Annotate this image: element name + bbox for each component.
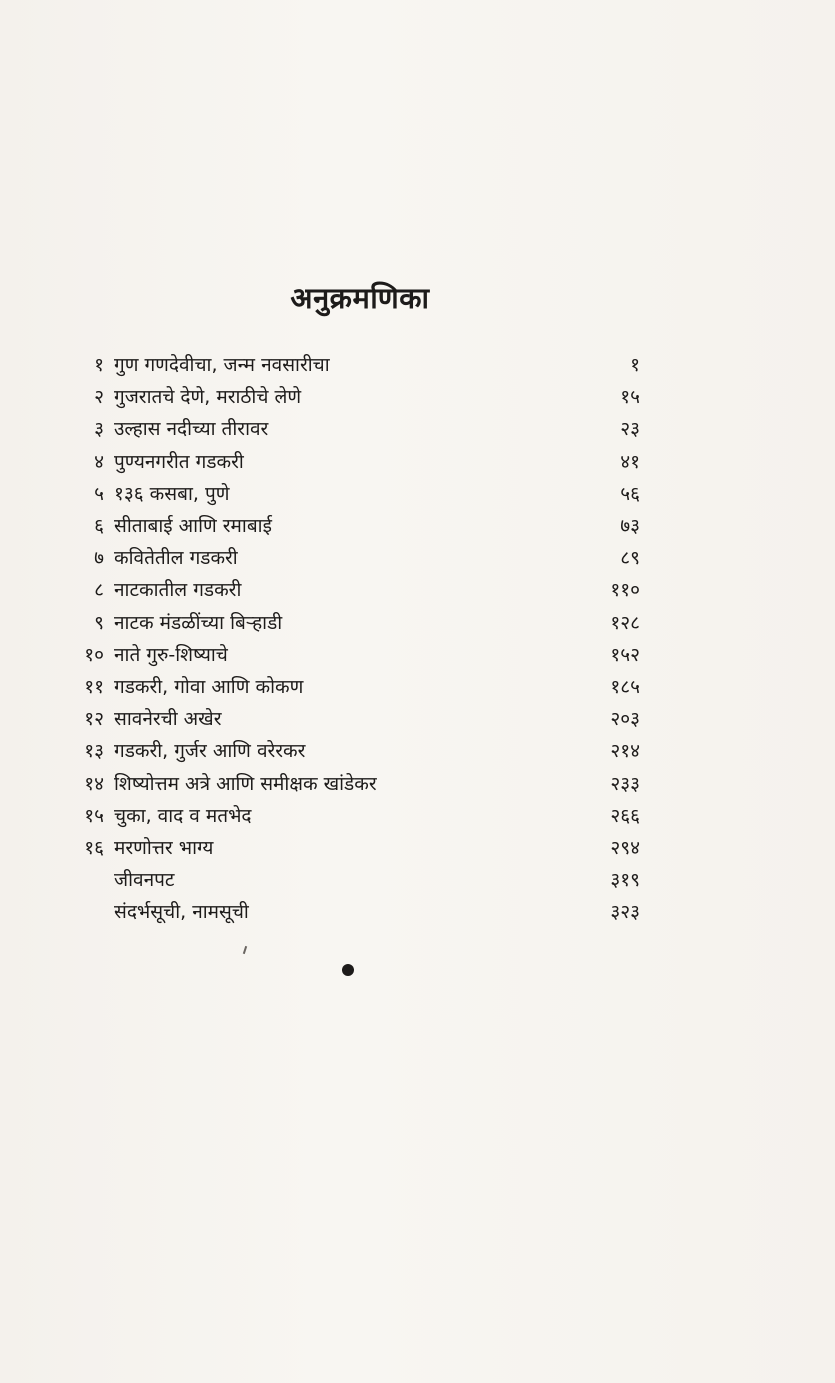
page-number: ११० (610, 579, 640, 602)
page-number: २६६ (610, 804, 640, 827)
toc-entry (70, 477, 640, 509)
toc-entry (70, 380, 640, 412)
toc-entry (70, 348, 640, 380)
toc-entry (70, 895, 640, 927)
chapter-title: सावनेरची अखेर (114, 708, 222, 731)
chapter-number: १२ (84, 708, 104, 731)
chapter-title: संदर्भसूची, नामसूची (114, 901, 249, 924)
toc-entry (70, 412, 640, 444)
chapter-number: ४ (94, 450, 104, 473)
toc-entry (70, 541, 640, 573)
chapter-number: ३ (94, 418, 104, 441)
chapter-title: गडकरी, गोवा आणि कोकण (114, 675, 304, 698)
toc-entry (70, 638, 640, 670)
page-number: २९४ (610, 836, 640, 859)
chapter-title: उल्हास नदीच्या तीरावर (114, 418, 269, 441)
chapter-number: ६ (94, 515, 104, 538)
chapter-title: जीवनपट (114, 869, 175, 892)
page-number: २०३ (610, 708, 640, 731)
chapter-number: १० (84, 643, 104, 666)
page-title: अनुक्रमणिका (290, 281, 430, 315)
toc-entry (70, 670, 640, 702)
chapter-number: २ (94, 386, 104, 409)
chapter-number: ७ (94, 547, 104, 570)
table-of-contents (70, 348, 640, 927)
chapter-title: नाते गुरु-शिष्याचे (114, 643, 228, 666)
chapter-number: ९ (94, 611, 104, 634)
chapter-number: १६ (84, 836, 104, 859)
toc-entry (70, 766, 640, 798)
page-number: २१४ (610, 740, 640, 763)
page-number: ३२३ (610, 901, 640, 924)
chapter-title: गुजरातचे देणे, मराठीचे लेणे (114, 386, 302, 409)
chapter-number: ५ (94, 482, 104, 505)
chapter-title: नाटक मंडळींच्या बिऱ्हाडी (114, 611, 283, 634)
chapter-number: १ (94, 354, 104, 377)
toc-entry (70, 863, 640, 895)
page-number: १८५ (610, 675, 640, 698)
chapter-title: शिष्योत्तम अत्रे आणि समीक्षक खांडेकर (114, 772, 377, 795)
chapter-number: १५ (84, 804, 104, 827)
chapter-title: १३६ कसबा, पुणे (114, 482, 230, 505)
chapter-title: मरणोत्तर भाग्य (114, 836, 214, 859)
page-number: १५ (620, 386, 640, 409)
page-number: २३ (620, 418, 640, 441)
toc-entry (70, 573, 640, 605)
page-number: ४१ (620, 450, 640, 473)
toc-entry (70, 734, 640, 766)
page-number: १ (630, 354, 640, 377)
chapter-number: ८ (94, 579, 104, 602)
toc-entry (70, 799, 640, 831)
page-number: १२८ (610, 611, 640, 634)
chapter-title: नाटकातील गडकरी (114, 579, 242, 602)
chapter-number: १३ (84, 740, 104, 763)
toc-entry (70, 445, 640, 477)
page-number: ३१९ (610, 869, 640, 892)
chapter-title: सीताबाई आणि रमाबाई (114, 515, 272, 538)
page-number: २३३ (610, 772, 640, 795)
chapter-title: चुका, वाद व मतभेद (114, 804, 252, 827)
toc-entry (70, 831, 640, 863)
toc-entry (70, 606, 640, 638)
chapter-title: गुण गणदेवीचा, जन्म नवसारीचा (114, 354, 330, 377)
toc-entry (70, 509, 640, 541)
toc-entry (70, 702, 640, 734)
page-number: ८९ (620, 547, 640, 570)
end-bullet-mark (342, 964, 354, 976)
page-number: १५२ (610, 643, 640, 666)
chapter-number: १४ (84, 772, 104, 795)
chapter-title: पुण्यनगरीत गडकरी (114, 450, 244, 473)
chapter-number: ११ (84, 675, 104, 698)
chapter-title: कवितेतील गडकरी (114, 547, 238, 570)
page-number: ७३ (620, 515, 640, 538)
chapter-title: गडकरी, गुर्जर आणि वरेरकर (114, 740, 306, 763)
ink-speck (243, 946, 247, 954)
page-number: ५६ (620, 482, 640, 505)
